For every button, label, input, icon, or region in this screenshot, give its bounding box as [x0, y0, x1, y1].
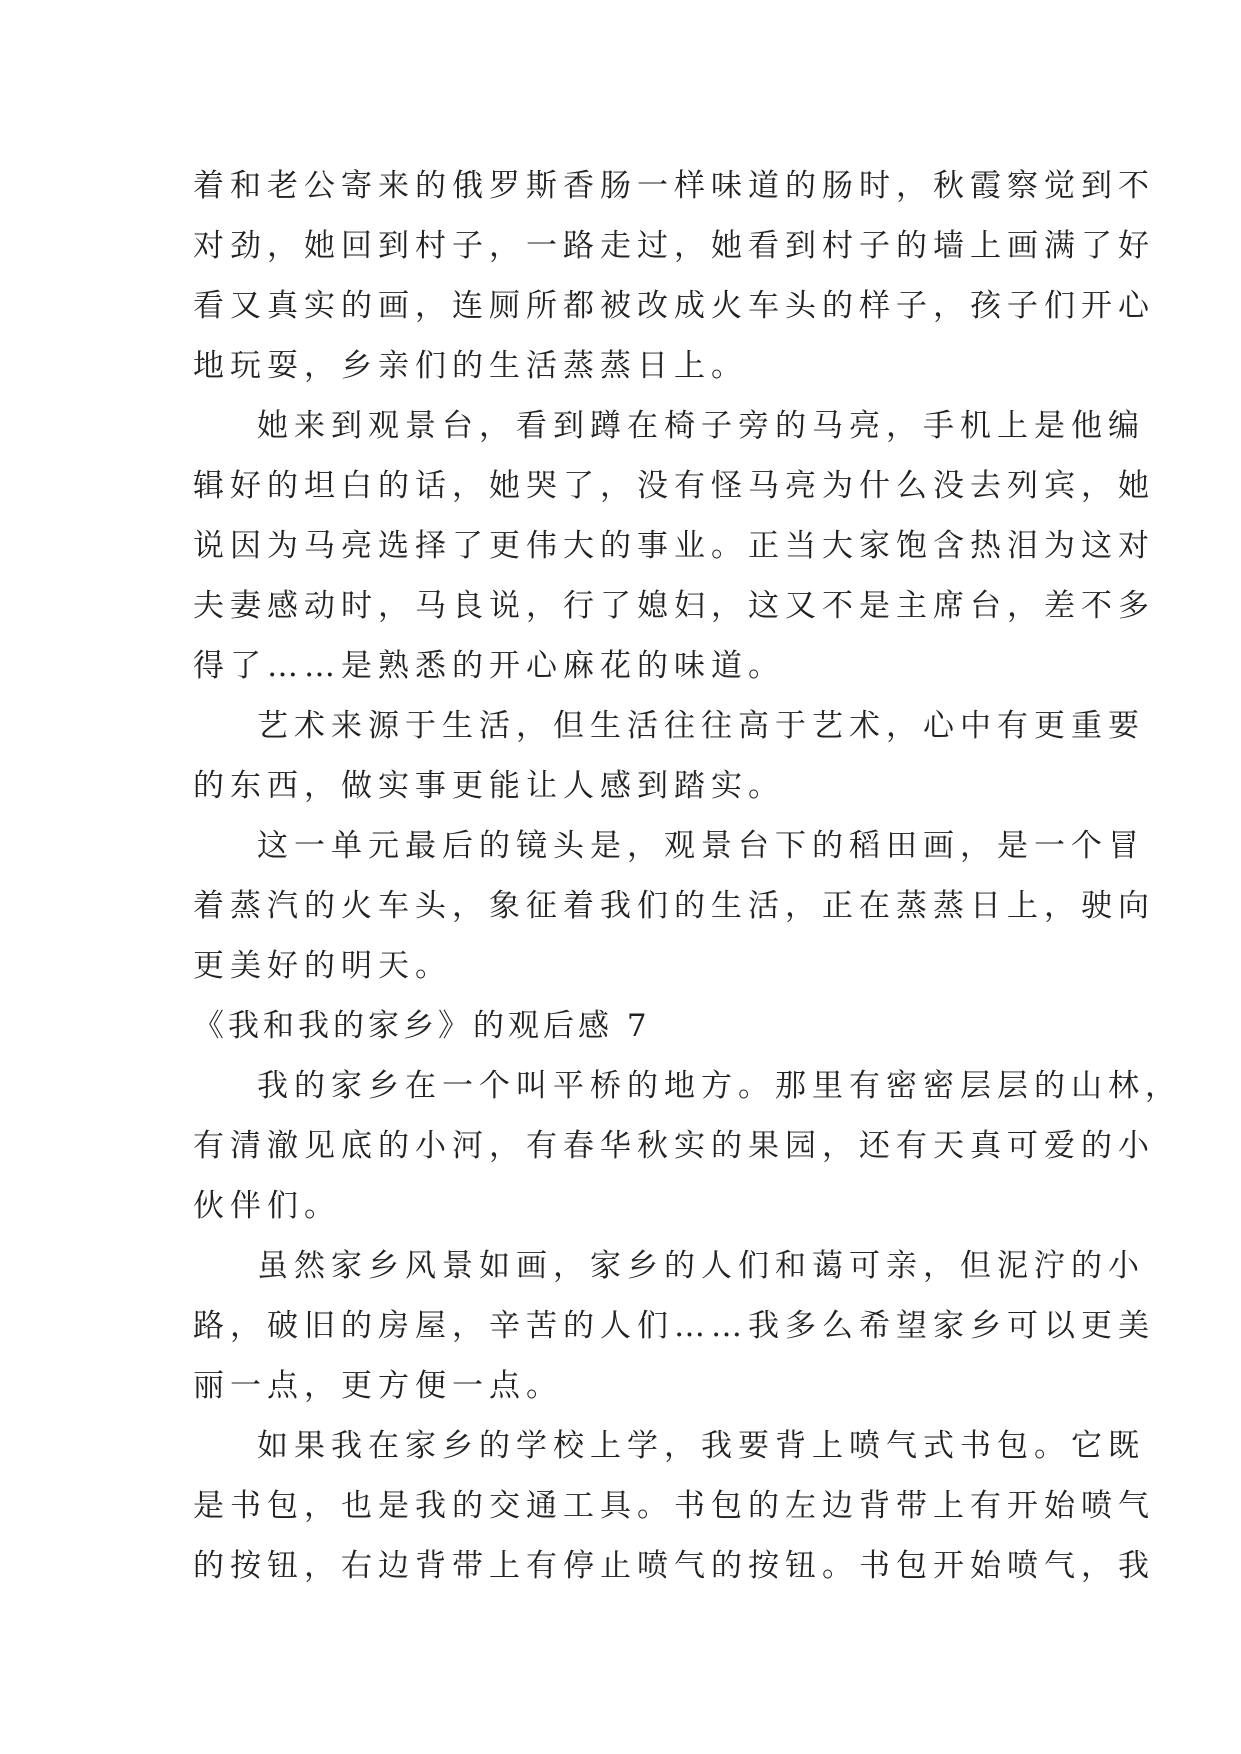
paragraph-line: 看又真实的画，连厕所都被改成火车头的样子，孩子们开心: [193, 288, 1155, 324]
paragraph-line: 她来到观景台，看到蹲在椅子旁的马亮，手机上是他编: [257, 408, 1145, 444]
paragraph-line: 说因为马亮选择了更伟大的事业。正当大家饱含热泪为这对: [193, 528, 1155, 564]
paragraph-line: 这一单元最后的镜头是，观景台下的稻田画，是一个冒: [257, 828, 1145, 864]
document-body: [193, 156, 1182, 1596]
paragraph-line: 有清澈见底的小河，有春华秋实的果园，还有天真可爱的小: [193, 1128, 1155, 1164]
paragraph-line: 虽然家乡风景如画，家乡的人们和蔼可亲，但泥泞的小: [257, 1248, 1145, 1284]
paragraph-line: 我的家乡在一个叫平桥的地方。那里有密密层层的山林，: [257, 1068, 1182, 1104]
paragraph-line: 夫妻感动时，马良说，行了媳妇，这又不是主席台，差不多: [193, 588, 1155, 624]
paragraph-line: 的东西，做实事更能让人感到踏实。: [193, 768, 785, 804]
paragraph-line: 地玩耍，乡亲们的生活蒸蒸日上。: [193, 348, 748, 384]
paragraph-line: 丽一点，更方便一点。: [193, 1368, 563, 1404]
paragraph-line: 是书包，也是我的交通工具。书包的左边背带上有开始喷气: [193, 1488, 1155, 1524]
paragraph-line: 伙伴们。: [193, 1188, 341, 1224]
paragraph-line: 更美好的明天。: [193, 948, 452, 984]
paragraph-line: 着和老公寄来的俄罗斯香肠一样味道的肠时，秋霞察觉到不: [193, 168, 1155, 204]
section-title: 《我和我的家乡》的观后感 7: [193, 1008, 651, 1044]
paragraph-line: 得了……是熟悉的开心麻花的味道。: [193, 648, 785, 684]
paragraph-line: 艺术来源于生活，但生活往往高于艺术，心中有更重要: [257, 708, 1145, 744]
paragraph-line: 对劲，她回到村子，一路走过，她看到村子的墙上画满了好: [193, 228, 1155, 264]
paragraph-line: 如果我在家乡的学校上学，我要背上喷气式书包。它既: [257, 1428, 1145, 1464]
paragraph-line: 着蒸汽的火车头，象征着我们的生活，正在蒸蒸日上，驶向: [193, 888, 1155, 924]
paragraph-line: 辑好的坦白的话，她哭了，没有怪马亮为什么没去列宾，她: [193, 468, 1155, 504]
paragraph-line: 的按钮，右边背带上有停止喷气的按钮。书包开始喷气，我: [193, 1548, 1155, 1584]
paragraph-line: 路，破旧的房屋，辛苦的人们……我多么希望家乡可以更美: [193, 1308, 1155, 1344]
